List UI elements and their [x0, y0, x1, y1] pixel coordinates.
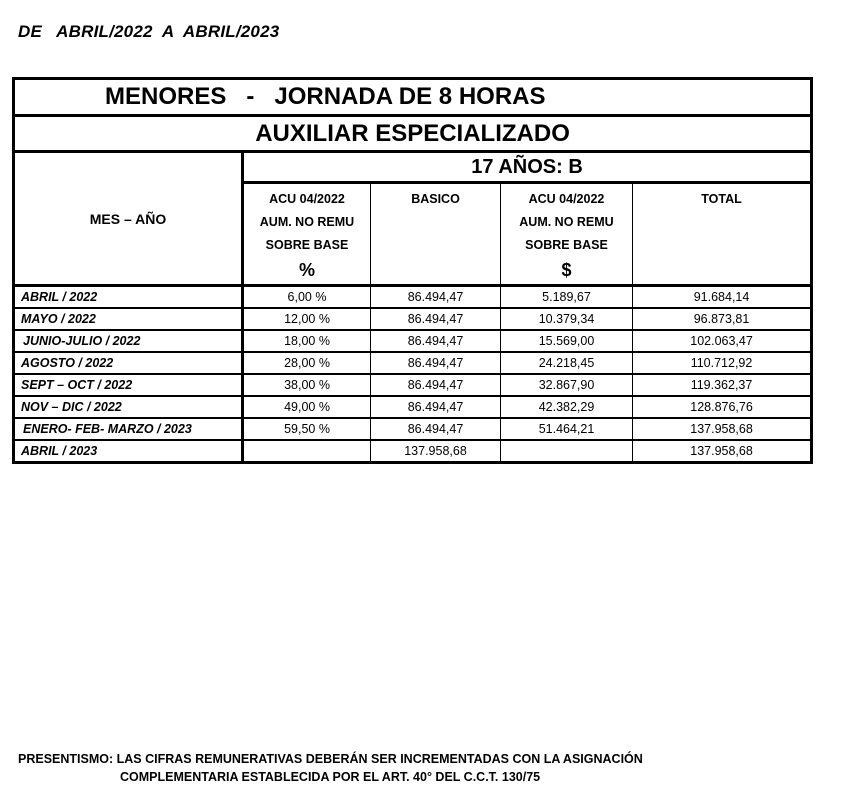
row-basico: 86.494,47: [371, 330, 501, 352]
row-month: JUNIO-JULIO / 2022: [14, 330, 243, 352]
amount-column-header: [501, 183, 633, 286]
basico-column-header: [371, 183, 501, 286]
footnote: [18, 750, 643, 786]
row-total: 110.712,92: [633, 352, 812, 374]
row-amount: 42.382,29: [501, 396, 633, 418]
row-month: MAYO / 2022: [14, 308, 243, 330]
table-row: [14, 374, 812, 396]
row-percent: 38,00 %: [243, 374, 371, 396]
row-basico: 86.494,47: [371, 374, 501, 396]
table-row: [14, 330, 812, 352]
table-title-category: MENORES - JORNADA DE 8 HORAS: [14, 79, 812, 116]
row-month: SEPT – OCT / 2022: [14, 374, 243, 396]
row-total: 91.684,14: [633, 286, 812, 309]
row-month: NOV – DIC / 2022: [14, 396, 243, 418]
row-basico: 86.494,47: [371, 308, 501, 330]
dollar-symbol: $: [561, 260, 572, 280]
row-basico: 86.494,47: [371, 352, 501, 374]
row-percent: 6,00 %: [243, 286, 371, 309]
header-line: BASICO: [411, 192, 460, 206]
row-amount: 10.379,34: [501, 308, 633, 330]
table-row: [14, 308, 812, 330]
table-row: [14, 396, 812, 418]
row-month: ABRIL / 2022: [14, 286, 243, 309]
row-percent: 28,00 %: [243, 352, 371, 374]
row-percent: 59,50 %: [243, 418, 371, 440]
row-basico: 86.494,47: [371, 418, 501, 440]
row-amount: 24.218,45: [501, 352, 633, 374]
row-total: 102.063,47: [633, 330, 812, 352]
percent-symbol: %: [298, 260, 315, 280]
month-column-header: MES – AÑO: [14, 152, 243, 286]
salary-table: [12, 77, 813, 464]
header-line: SOBRE BASE: [265, 238, 349, 252]
header-line: AUM. NO REMU: [259, 215, 355, 229]
row-total: 96.873,81: [633, 308, 812, 330]
header-line: AUM. NO REMU: [519, 215, 614, 229]
age-group-label: 17 AÑOS: B: [243, 152, 812, 183]
footnote-line: COMPLEMENTARIA ESTABLECIDA POR EL ART. 40° DEL C.C.T. 130/75: [120, 770, 541, 784]
row-percent: 49,00 %: [243, 396, 371, 418]
row-percent: 18,00 %: [243, 330, 371, 352]
table-row: [14, 418, 812, 440]
table-title-position: AUXILIAR ESPECIALIZADO: [14, 116, 812, 152]
row-basico: 86.494,47: [371, 396, 501, 418]
table-row: [14, 440, 812, 463]
footnote-line: PRESENTISMO: LAS CIFRAS REMUNERATIVAS DEBERÁN SER INCREMENTADAS CON LA ASIGNACIÓN: [18, 752, 643, 766]
row-month: AGOSTO / 2022: [14, 352, 243, 374]
row-total: 137.958,68: [633, 418, 812, 440]
table-row: [14, 352, 812, 374]
row-total: 137.958,68: [633, 440, 812, 463]
row-percent: 12,00 %: [243, 308, 371, 330]
row-total: 128.876,76: [633, 396, 812, 418]
header-line: SOBRE BASE: [525, 238, 608, 252]
row-amount: 51.464,21: [501, 418, 633, 440]
header-line: TOTAL: [701, 192, 742, 206]
row-amount: 15.569,00: [501, 330, 633, 352]
header-line: ACU 04/2022: [528, 192, 605, 206]
row-amount: 32.867,90: [501, 374, 633, 396]
row-month: ABRIL / 2023: [14, 440, 243, 463]
row-percent: [243, 440, 371, 463]
row-total: 119.362,37: [633, 374, 812, 396]
row-basico: 137.958,68: [371, 440, 501, 463]
period-title: DE ABRIL/2022 A ABRIL/2023: [18, 22, 280, 41]
pct-column-header: [243, 183, 371, 286]
row-basico: 86.494,47: [371, 286, 501, 309]
total-column-header: [633, 183, 812, 286]
row-month: ENERO- FEB- MARZO / 2023: [14, 418, 243, 440]
header-line: ACU 04/2022: [269, 192, 345, 206]
table-row: [14, 286, 812, 309]
row-amount: 5.189,67: [501, 286, 633, 309]
salary-table-container: [12, 77, 810, 464]
row-amount: [501, 440, 633, 463]
